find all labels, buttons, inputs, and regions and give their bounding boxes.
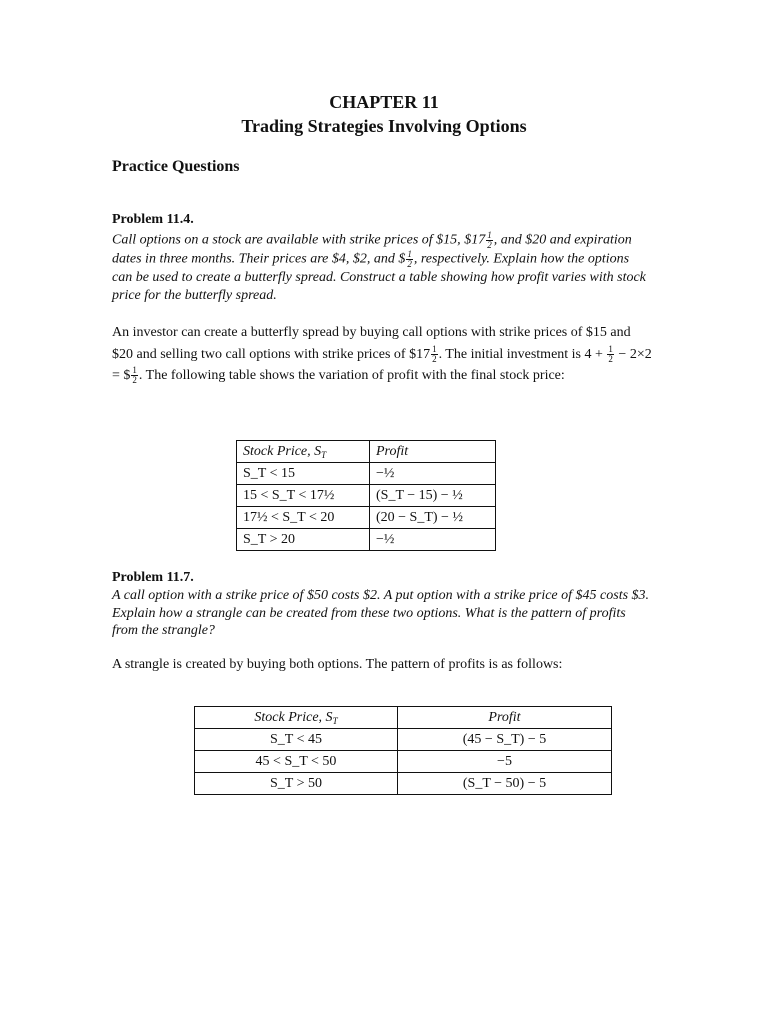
table-row <box>195 729 612 751</box>
problem-question-11-4: Call options on a stock are available with strike prices of $15, $17 $\frac{1}{2}$ , and $20 and expiration dates in three months. Their prices are $4, $2, and $ $\frac{1}{2}$ , respectively. Explain how the options can be used to create a butterfly spread. Construct a table showing how profit varies with stock price for the butterfly spread. <box>112 230 646 303</box>
column-header-stock-price: Stock Price, $S_T$ <box>195 707 398 729</box>
column-header-stock-price: Stock Price, $S_T$ <box>237 441 370 463</box>
fraction: $\frac{1}{2}$ <box>487 230 492 250</box>
table-row <box>237 485 496 507</box>
table-row <box>237 463 496 485</box>
table-header-row <box>195 707 612 729</box>
table-row <box>195 773 612 795</box>
table-row <box>195 751 612 773</box>
table-cell: (S_T − 50) − 5 <box>398 773 612 795</box>
problem-answer-11-4: An investor can create a butterfly spread by buying call options with strike prices of $15 and $20 and selling two call options with strike prices of $17 $\frac{1}{2}$ . The initial investment is 4 + $\frac{1}{2}$ − 2×2 = $ $\frac{1}{2}$ . The following table shows the variation of profit with the final stock price: <box>112 325 652 386</box>
fraction: $\frac{1}{2}$ <box>407 249 412 269</box>
column-header-profit: Profit <box>398 707 612 729</box>
table-cell: (45 − S_T) − 5 <box>398 729 612 751</box>
table-cell: S_T > 50 <box>195 773 398 795</box>
table-cell: −5 <box>398 751 612 773</box>
table-cell: (20 − S_T) − ½ <box>370 507 496 529</box>
table-cell: S_T < 15 <box>237 463 370 485</box>
strangle-profit-table <box>194 706 612 795</box>
table-cell: (S_T − 15) − ½ <box>370 485 496 507</box>
fraction: $\frac{1}{2}$ <box>432 343 437 364</box>
table-cell: S_T > 20 <box>237 529 370 551</box>
table-row <box>237 507 496 529</box>
chapter-title: Trading Strategies Involving Options <box>241 116 527 136</box>
table-cell: 15 < S_T < 17½ <box>237 485 370 507</box>
problem-heading-11-4: Problem 11.4. <box>112 212 194 227</box>
table-header-row <box>237 441 496 463</box>
table-cell: 17½ < S_T < 20 <box>237 507 370 529</box>
table-cell: −½ <box>370 463 496 485</box>
problem-question-11-7: A call option with a strike price of $50 costs $2. A put option with a strike price of $45 costs $3. Explain how a strangle can be created from these two options. What is the pattern of profits from the strangle? <box>112 588 650 638</box>
column-header-profit: Profit <box>370 441 496 463</box>
butterfly-profit-table <box>236 440 496 551</box>
table-cell: S_T < 45 <box>195 729 398 751</box>
problem-answer-11-7: A strangle is created by buying both options. The pattern of profits is as follows: <box>112 657 563 672</box>
fraction: $\frac{1}{2}$ <box>608 343 613 364</box>
fraction: $\frac{1}{2}$ <box>132 365 137 386</box>
section-heading: Practice Questions <box>112 158 240 175</box>
table-row <box>237 529 496 551</box>
table-cell: 45 < S_T < 50 <box>195 751 398 773</box>
problem-heading-11-7: Problem 11.7. <box>112 570 194 585</box>
chapter-number: CHAPTER 11 <box>329 92 439 112</box>
table-cell: −½ <box>370 529 496 551</box>
